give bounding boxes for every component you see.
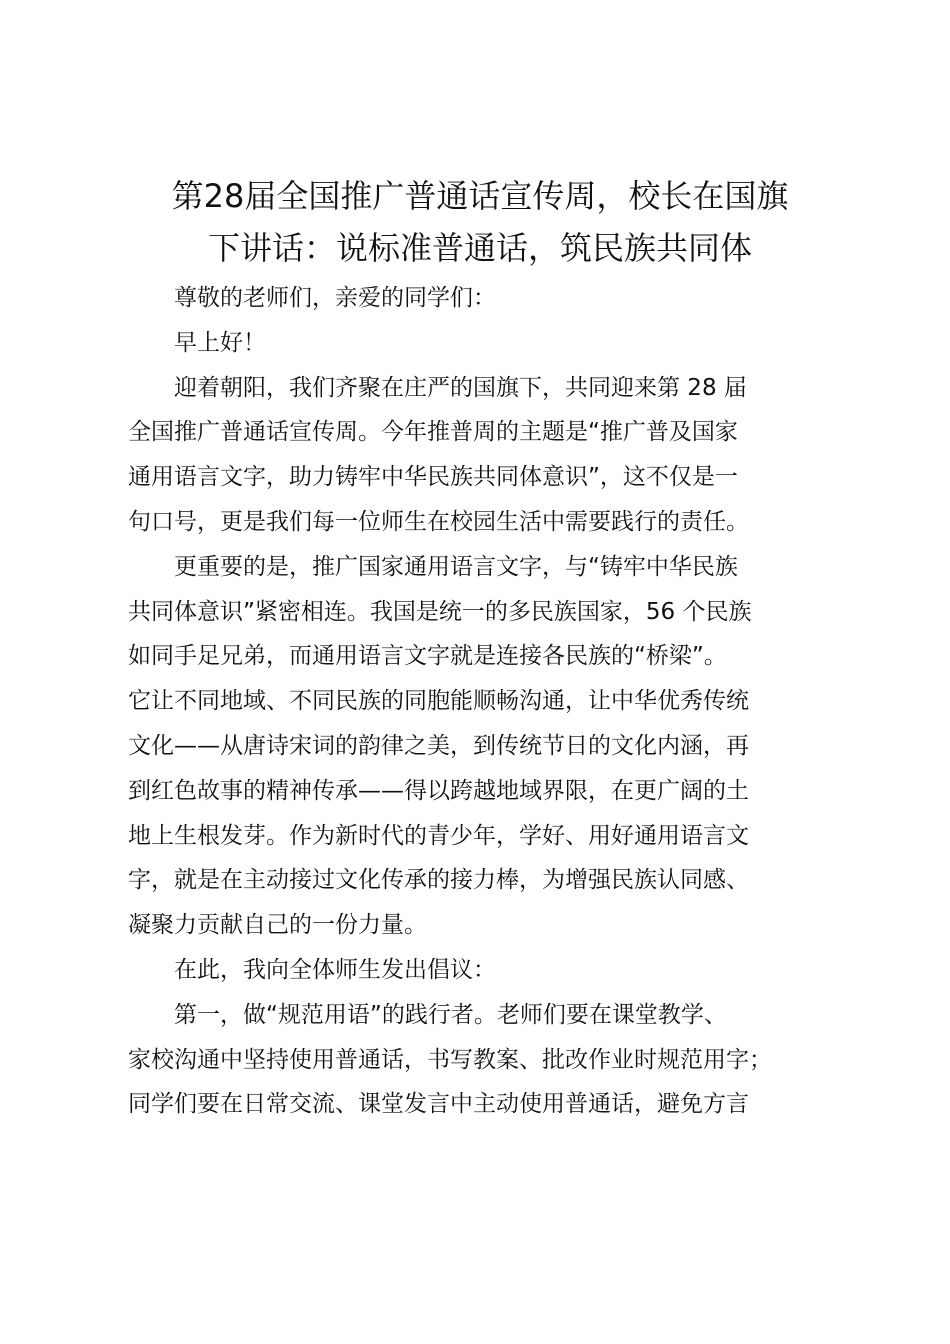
paragraph-proposal-first [128,993,838,1127]
text-line: 到红色故事的精神传承——得以跨越地域界限，在更广阔的土 [128,777,749,804]
text-line: 共同体意识”紧密相连。我国是统一的多民族国家，56 个民族 [128,598,752,625]
paragraph-significance [128,545,838,948]
text-line: 尊敬的老师们，亲爱的同学们： [174,285,496,311]
text-line: 家校沟通中坚持使用普通话，书写教案、批改作业时规范用字； [128,1046,772,1073]
text-line: 字，就是在主动接过文化传承的接力棒，为增强民族认同感、 [128,867,749,894]
paragraph-salutation [128,276,838,321]
text-line: 同学们要在日常交流、课堂发言中主动使用普通话，避免方言 [128,1091,749,1118]
document-title [120,170,840,274]
text-line: 地上生根发芽。作为新时代的青少年，学好、用好通用语言文 [128,822,749,849]
paragraph-proposal-intro [128,948,838,993]
text-line: 文化——从唐诗宋词的韵律之美，到传统节日的文化内涵，再 [128,732,749,759]
text-line: 如同手足兄弟，而通用语言文字就是连接各民族的“桥梁”。 [128,643,727,670]
title-line-2: 下讲话：说标准普通话，筑民族共同体 [207,229,752,267]
text-line: 第一，做“规范用语”的践行者。老师们要在课堂教学、 [174,1001,727,1028]
text-line: 在此，我向全体师生发出倡议： [174,956,496,983]
text-line: 迎着朝阳，我们齐聚在庄严的国旗下，共同迎来第 28 届 [174,374,747,401]
text-line: 它让不同地域、不同民族的同胞能顺畅沟通，让中华优秀传统 [128,688,749,715]
document-body [128,276,838,1127]
text-line: 更重要的是，推广国家通用语言文字，与“铸牢中华民族 [174,553,738,580]
text-line: 凝聚力贡献自己的一份力量。 [128,912,427,939]
paragraph-greeting [128,321,838,366]
title-line-1: 第28届全国推广普通话宣传周，校长在国旗 [171,177,789,215]
text-line: 早上好！ [174,329,266,356]
text-line: 通用语言文字，助力铸牢中华民族共同体意识”，这不仅是一 [128,464,738,491]
paragraph-opening [128,366,838,545]
text-line: 句口号，更是我们每一位师生在校园生活中需要践行的责任。 [128,508,749,535]
text-line: 全国推广普通话宣传周。今年推普周的主题是“推广普及国家 [128,419,738,446]
